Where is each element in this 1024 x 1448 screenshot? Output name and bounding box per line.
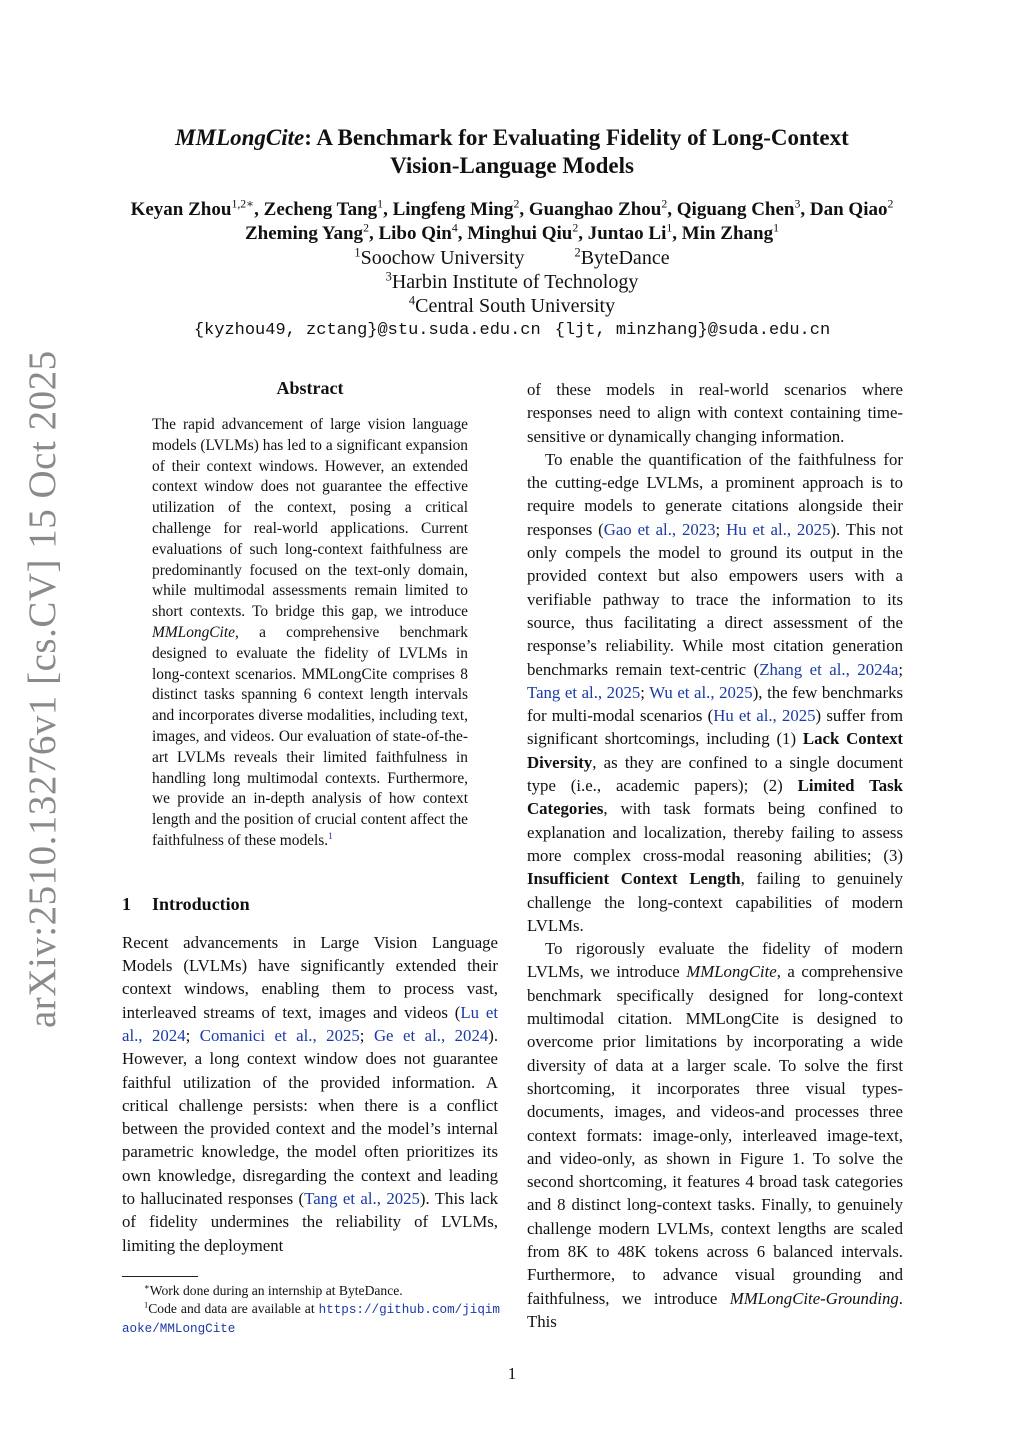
title-benchmark-name: MMLongCite xyxy=(175,125,305,150)
author-name: Minghui Qiu$^2$, xyxy=(467,221,588,244)
page-number: 1 xyxy=(507,1364,517,1383)
affiliation-2-mark: 2 xyxy=(574,245,581,260)
footnote-code-text: Code and data are available at xyxy=(148,1301,319,1316)
author-name-text: Min Zhang xyxy=(681,223,774,244)
para2-text-6: , with task formats being confined to explanation and localization, thereby failing to assess more complex cross-modal reasoning abilities; (3) xyxy=(527,799,903,865)
author-affiliation-mark: 3 xyxy=(794,197,801,211)
citation-gao-2023[interactable]: Gao et al., 2023 xyxy=(603,519,716,539)
footnote-mark-1: 1 xyxy=(144,1299,149,1310)
author-line-1 xyxy=(0,198,1024,222)
shortcoming-1: Lack Context Diversity xyxy=(527,729,903,772)
author-block xyxy=(0,198,1024,344)
section-title: Introduction xyxy=(152,893,250,914)
right-paragraph-2 xyxy=(527,448,903,937)
author-name-text: Qiguang Chen xyxy=(676,199,795,220)
shortcoming-2: Limited Task Categories xyxy=(527,776,903,819)
para2-text-2: ). This not only compels the model to ground its output in the provided context but also empowers users with a verifiable pathway to trace the information to its source, thus facilitating a direct assessment of the response’s reliability. While most citation generation benchmarks remain text-centric ( xyxy=(527,519,904,679)
para2-text-4: ) suffer from significant shortcomings, including (1) xyxy=(527,706,903,749)
author-name-text: Lingfeng Ming xyxy=(392,199,514,220)
affiliation-1: Soochow University xyxy=(360,247,525,269)
author-name-text: Zecheng Tang xyxy=(263,199,378,220)
affiliation-line-2 xyxy=(0,270,1024,294)
author-name: Zecheng Tang$^1$, xyxy=(263,197,393,220)
abstract-text xyxy=(152,415,468,852)
section-heading-introduction xyxy=(122,894,498,915)
citation-lu-2024[interactable]: Lu et al., 2024 xyxy=(122,1002,498,1045)
citation-separator: ; xyxy=(185,1025,200,1045)
email-line xyxy=(0,318,1024,344)
author-name-text: Guanghao Zhou xyxy=(528,199,662,220)
footnote-divider xyxy=(122,1276,198,1277)
left-column xyxy=(122,378,498,1257)
author-name-text: Libo Qin xyxy=(378,223,452,244)
section-number: 1 xyxy=(122,893,131,914)
email-suda-stu: {kyzhou49, zctang}@stu.suda.edu.cn xyxy=(193,321,541,340)
affiliation-line-3 xyxy=(0,294,1024,318)
footnotes xyxy=(122,1282,500,1338)
para2-text-3: ), the few benchmarks for multi-modal scenarios ( xyxy=(527,682,903,726)
affiliation-2: ByteDance xyxy=(580,247,670,269)
abstract-text-part-1: The rapid advancement of large vision language models (LVLMs) has led to a significant expansion of their context windows. However, an extended context window does not guarantee the effective utilization of the context, posing a critical challenge for real-world applications. Current evaluations of such long-context faithfulness are predominantly focused on the text-only domain, while multimodal assessments remain limited to short contexts. To bridge this gap, we introduce xyxy=(152,416,468,621)
author-name-text: Dan Qiao xyxy=(809,199,888,220)
right-paragraph-3 xyxy=(527,937,903,1333)
author-name xyxy=(810,199,894,220)
para3-text-3: . This xyxy=(527,1288,903,1331)
author-affiliation-mark: 4 xyxy=(451,221,458,235)
footnote-internship xyxy=(122,1282,500,1300)
paper-title xyxy=(0,124,1024,180)
title-line-2: Vision-Language Models xyxy=(390,153,634,178)
author-affiliation-mark: 1 xyxy=(773,221,780,235)
right-paragraph-1: of these models in real-world scenarios where responses need to align with context containing time-sensitive or dynamically changing information. xyxy=(527,380,903,446)
author-affiliation-mark: 1,2∗ xyxy=(231,197,255,211)
introduction-paragraph xyxy=(122,931,498,1257)
para2-text-5: , as they are confined to a single document type (i.e., academic papers); (2) xyxy=(527,752,903,796)
intro-text-2: ). However, a long context window does not guarantee faithful utilization of the provided information. A critical challenge persists: when there is a conflict between the provided context and the model’s internal parametric knowledge, the model often prioritizes its own knowledge, disregarding the context and leading to hallucinated responses ( xyxy=(122,1025,499,1208)
author-affiliation-mark: 1 xyxy=(666,221,673,235)
intro-text-3: ). This lack of fidelity undermines the reliability of LVLMs, limiting the deployment xyxy=(122,1189,499,1255)
citation-separator: ; xyxy=(359,1025,374,1045)
footnote-code xyxy=(122,1300,500,1338)
author-name-text: Minghui Qiu xyxy=(467,223,573,244)
citation-separator: ; xyxy=(715,519,727,539)
author-affiliation-mark: 1 xyxy=(377,197,384,211)
citation-comanici-2025[interactable]: Comanici et al., 2025 xyxy=(199,1025,360,1045)
affiliation-1-mark: 1 xyxy=(354,245,361,260)
citation-separator: ; xyxy=(898,659,903,679)
email-suda: {ljt, minzhang}@suda.edu.cn xyxy=(554,321,831,340)
para2-text-7: , failing to genuinely challenge the long-context capabilities of modern LVLMs. xyxy=(527,869,903,935)
author-name: Zheming Yang$^2$, xyxy=(244,221,379,244)
author-line-2 xyxy=(0,222,1024,246)
author-name-text: Zheming Yang xyxy=(244,223,364,244)
author-affiliation-mark: 2 xyxy=(572,221,579,235)
github-link[interactable]: https://github.com/jiqimaoke/MMLongCite xyxy=(122,1303,500,1336)
citation-ge-2024[interactable]: Ge et al., 2024 xyxy=(373,1025,489,1045)
para2-text-1: To enable the quantification of the faithfulness for the cutting-edge LVLMs, a prominent approach is to require models to generate citations alongside their responses ( xyxy=(527,449,903,539)
citation-hu-2025-second[interactable]: Hu et al., 2025 xyxy=(713,706,816,726)
author-affiliation-mark: 2 xyxy=(887,197,894,211)
shortcoming-3: Insufficient Context Length xyxy=(527,869,741,889)
author-name-text: Keyan Zhou xyxy=(130,199,232,220)
para3-text-2: , a comprehensive benchmark specifically designed for long-context multimodal citation. MMLongCite is designed to overcome prior limitations by incorporating a wide diversity of data at a larger scale. To solve the first shortcoming, it incorporates three visual types-documents, images, and videos-and processes three context formats: image-only, interleaved image-text, and video-only, as shown in Figure 1. To solve the second shortcoming, it features 4 broad task categories and 8 distinct long-context tasks. Finally, to genuinely challenge modern LVLMs, context lengths are scaled from 8K to 48K tokens across 6 balanced intervals. Furthermore, to advance visual grounding and faithfulness, we introduce xyxy=(527,962,903,1308)
citation-tang-2025[interactable]: Tang et al., 2025 xyxy=(304,1189,420,1208)
citation-zhang-2024a[interactable]: Zhang et al., 2024a xyxy=(759,659,899,679)
author-name: Juntao Li$^1$, xyxy=(587,221,682,244)
author-affiliation-mark: 2 xyxy=(513,197,520,211)
author-name: Guanghao Zhou$^2$, xyxy=(528,197,677,220)
intro-text-1: Recent advancements in Large Vision Language Models (LVLMs) have significantly extended their context windows, enabling them to process vast, interleaved streams of text, images and videos ( xyxy=(122,932,498,1022)
author-affiliation-mark: 2 xyxy=(363,221,369,235)
abstract-footnote-link[interactable]: 1 xyxy=(328,830,333,842)
abstract-text-part-2: , a comprehensive benchmark designed to evaluate the fidelity of LVLMs in long-context scenarios. MMLongCite comprises 8 distinct tasks spanning 6 context length intervals and incorporates diverse modalities, including text, images, and videos. Our evaluation of state-of-the-art LVLMs reveals their limited faithfulness in handling long multimodal contexts. Furthermore, we provide an in-depth analysis of how context length and the position of crucial content affect the faithfulness of these models. xyxy=(152,623,468,849)
arxiv-identifier-stamp: arXiv:2510.13276v1 [cs.CV] 15 Oct 2025 xyxy=(21,350,64,1028)
author-name: Qiguang Chen$^3$, xyxy=(676,197,810,220)
affiliation-4: Central South University xyxy=(415,295,616,317)
footnote-internship-text: Work done during an internship at ByteDance. xyxy=(149,1283,403,1298)
para3-text-1: To rigorously evaluate the fidelity of modern LVLMs, we introduce xyxy=(527,939,903,982)
affiliation-line-1 xyxy=(0,246,1024,270)
author-affiliation-mark: 2 xyxy=(661,197,668,211)
author-name: Libo Qin$^4$, xyxy=(378,221,468,244)
citation-hu-2025[interactable]: Hu et al., 2025 xyxy=(726,519,831,539)
citation-separator: ; xyxy=(640,682,650,702)
abstract-heading: Abstract xyxy=(276,378,344,398)
affiliation-3-mark: 3 xyxy=(385,269,392,284)
title-line-1 xyxy=(0,124,1024,152)
right-column xyxy=(527,378,903,1333)
citation-tang-2025[interactable]: Tang et al., 2025 xyxy=(527,682,641,702)
author-name: Lingfeng Ming$^2$, xyxy=(392,197,529,220)
footnote-mark-star: ∗ xyxy=(144,1281,150,1292)
citation-wu-2025[interactable]: Wu et al., 2025 xyxy=(649,682,753,702)
affiliation-4-mark: 4 xyxy=(408,293,416,308)
benchmark-name: MMLongCite xyxy=(686,962,777,982)
author-name xyxy=(682,223,779,244)
affiliation-3: Harbin Institute of Technology xyxy=(391,271,639,293)
grounding-benchmark-name: MMLongCite-Grounding xyxy=(729,1288,899,1308)
title-line-1-rest: : A Benchmark for Evaluating Fidelity of Long-Context xyxy=(304,125,849,150)
author-name: Keyan Zhou$^{1,2∗}$, xyxy=(130,197,264,220)
abstract-benchmark-name: MMLongCite xyxy=(152,623,235,641)
author-name-text: Juntao Li xyxy=(587,223,667,244)
